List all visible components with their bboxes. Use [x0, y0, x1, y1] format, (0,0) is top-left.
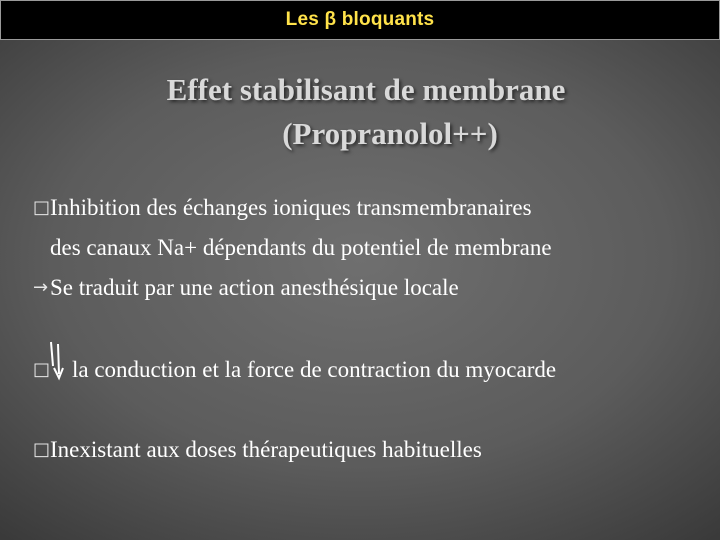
checkbox-bullet-icon: □ [33, 197, 51, 218]
slide-title-line1: Effet stabilisant de membrane [166, 72, 566, 107]
slide-title [0, 68, 720, 156]
right-arrow-bullet-icon: → [33, 277, 49, 298]
arrow-down-icon [48, 340, 64, 382]
bullet-text-line: Se traduit par une action anesthésique locale [50, 275, 459, 300]
bullet-text-line: la conduction et la force de contraction du myocarde [72, 357, 557, 382]
header-title: Les β bloquants [285, 9, 435, 30]
slide-title-line2: (Propranolol++) [282, 116, 498, 151]
checkbox-bullet-icon: □ [33, 439, 51, 460]
bullet-text-line: des canaux Na+ dépendants du potentiel de membrane [50, 235, 552, 260]
checkbox-bullet-icon: □ [33, 359, 51, 380]
header-banner [0, 0, 720, 40]
bullet-text-line: Inexistant aux doses thérapeutiques habituelles [50, 437, 482, 462]
bullet-text-line: Inhibition des échanges ioniques transmembranaires [50, 195, 532, 220]
